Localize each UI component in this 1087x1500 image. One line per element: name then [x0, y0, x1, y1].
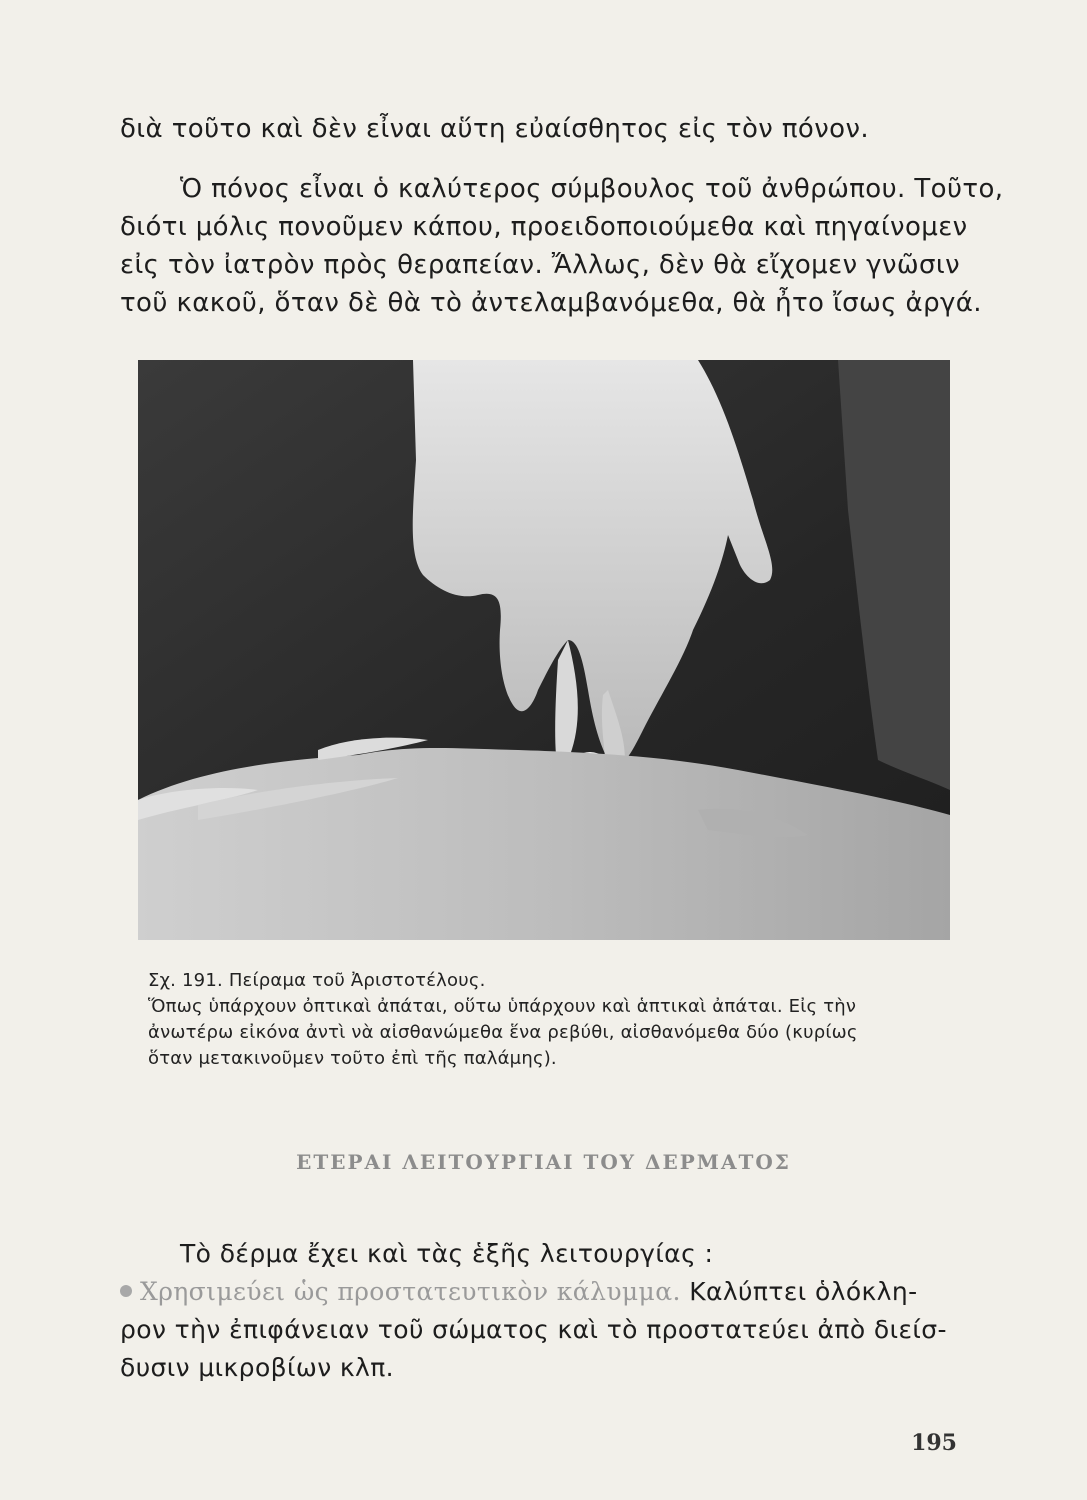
figure-caption [148, 968, 968, 1072]
caption-line-3: ὅταν μετακινοῦμεν τοῦτο ἐπὶ τῆς παλάμης). [148, 1048, 557, 1069]
bullet-item [120, 1273, 970, 1311]
caption-line-1: Ὅπως ὑπάρχουν ὀπτικαὶ ἀπάται, οὕτω ὑπάρχουν καὶ ἁπτικαὶ ἀπάται. Εἰς τὴν [148, 996, 857, 1017]
section-intro: Τὸ δέρμα ἔχει καὶ τὰς ἑξῆς λειτουργίας : [180, 1239, 714, 1268]
paragraph-1 [120, 110, 970, 148]
paragraph-3 [120, 1235, 970, 1387]
section-heading: ΕΤΕΡΑΙ ΛΕΙΤΟΥΡΓΙΑΙ ΤΟΥ ΔΕΡΜΑΤΟΣ [296, 1150, 791, 1174]
hands-photo-illustration [138, 360, 950, 940]
paragraph-2-line-3: εἰς τὸν ἰατρὸν πρὸς θεραπείαν. Ἄλλως, δὲν θὰ εἴχομεν γνῶσιν [120, 250, 961, 280]
bullet-line-3: δυσιν μικροβίων κλπ. [120, 1353, 395, 1382]
bullet-rest-first: Καλύπτει ὁλόκλη- [680, 1277, 918, 1306]
page-number: 195 [911, 1430, 957, 1456]
caption-title: Σχ. 191. Πείραμα τοῦ Ἀριστοτέλους. [148, 970, 486, 991]
caption-line-2: ἀνωτέρω εἰκόνα ἀντὶ νὰ αἰσθανώμεθα ἕνα ρεβύθι, αἰσθανόμεθα δύο (κυρίως [148, 1022, 858, 1043]
paragraph-2-line-1: Ὁ πόνος εἶναι ὁ καλύτερος σύμβουλος τοῦ ἀνθρώπου. Τοῦτο, [180, 174, 1004, 204]
bullet-dot-icon [120, 1285, 132, 1297]
bullet-highlight: Χρησιμεύει ὡς προστατευτικὸν κάλυμμα. [140, 1277, 681, 1306]
bullet-line-2: ρον τὴν ἐπιφάνειαν τοῦ σώματος καὶ τὸ προστατεύει ἀπὸ διείσ- [120, 1315, 947, 1344]
figure-photo [138, 360, 950, 940]
paragraph-1-line-1: διὰ τοῦτο καὶ δὲν εἶναι αὕτη εὐαίσθητος εἰς τὸν πόνον. [120, 114, 870, 144]
paragraph-2-line-4: τοῦ κακοῦ, ὅταν δὲ θὰ τὸ ἀντελαμβανόμεθα, θὰ ἦτο ἴσως ἀργά. [120, 288, 982, 318]
paragraph-2 [120, 170, 1004, 322]
paragraph-2-line-2: διότι μόλις πονοῦμεν κάπου, προειδοποιούμεθα καὶ πηγαίνομεν [120, 212, 968, 242]
